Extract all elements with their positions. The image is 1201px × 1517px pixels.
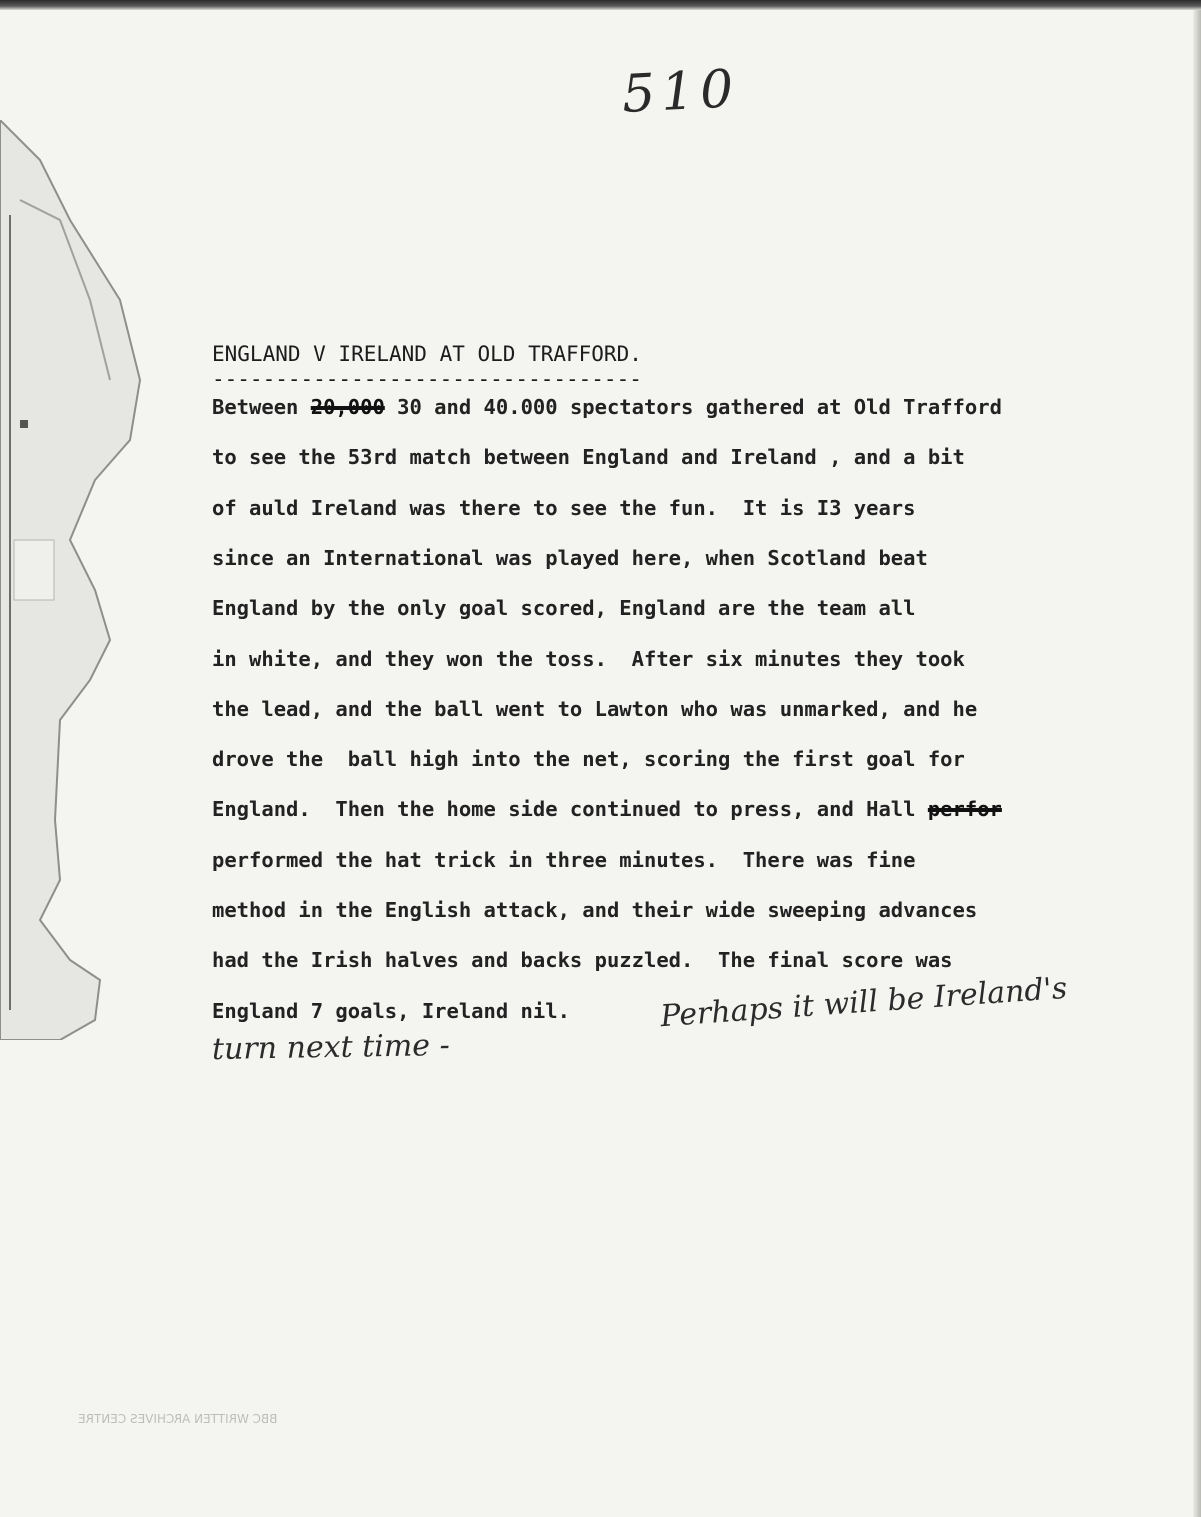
body-line: of auld Ireland was there to see the fun. It is I3 years [212, 495, 916, 520]
footer-stamp: BBC WRITTEN ARCHIVES CENTRE [78, 1412, 278, 1426]
body-line: the lead, and the ball went to Lawton who was unmarked, and he [212, 696, 978, 721]
body-line: in white, and they won the toss. After six minutes they took [212, 646, 965, 671]
handwritten-note-line-2: turn next time - [211, 1027, 450, 1068]
body-line: performed the hat trick in three minutes. There was fine [212, 847, 916, 872]
body-line: method in the English attack, and their wide sweeping advances [212, 898, 978, 922]
body-line: had the Irish halves and backs puzzled. The final score was [212, 948, 953, 973]
body-line [212, 395, 1002, 419]
struck-out-text: 20,000 [310, 395, 385, 419]
torn-paper-strip [0, 120, 150, 1040]
struck-out-text: perfor [927, 797, 1002, 822]
page-number: 510 [620, 58, 741, 126]
body-line: England by the only goal scored, England are the team all [212, 596, 916, 621]
body-line: to see the 53rd match between England and Ireland , and a bit [212, 445, 965, 470]
document-title: ENGLAND V IRELAND AT OLD TRAFFORD. [212, 342, 642, 366]
page-top-shadow [0, 0, 1201, 10]
body-line [212, 797, 1002, 821]
body-line-text: England. Then the home side continued to press, and Hall [212, 797, 928, 822]
body-line: drove the ball high into the net, scoring the first goal for [212, 747, 965, 772]
handwritten-note-line-1: Perhaps it will be Ireland's [659, 970, 1069, 1035]
body-line-text: Between [212, 395, 311, 419]
page-right-edge [1193, 10, 1201, 1517]
body-line: since an International was played here, when Scotland beat [212, 545, 928, 570]
body-line-text: 30 and 40.000 spectators gathered at Old Trafford [384, 395, 1002, 419]
body-line: England 7 goals, Ireland nil. [212, 998, 570, 1023]
title-underline: ---------------------------------- [212, 367, 642, 391]
